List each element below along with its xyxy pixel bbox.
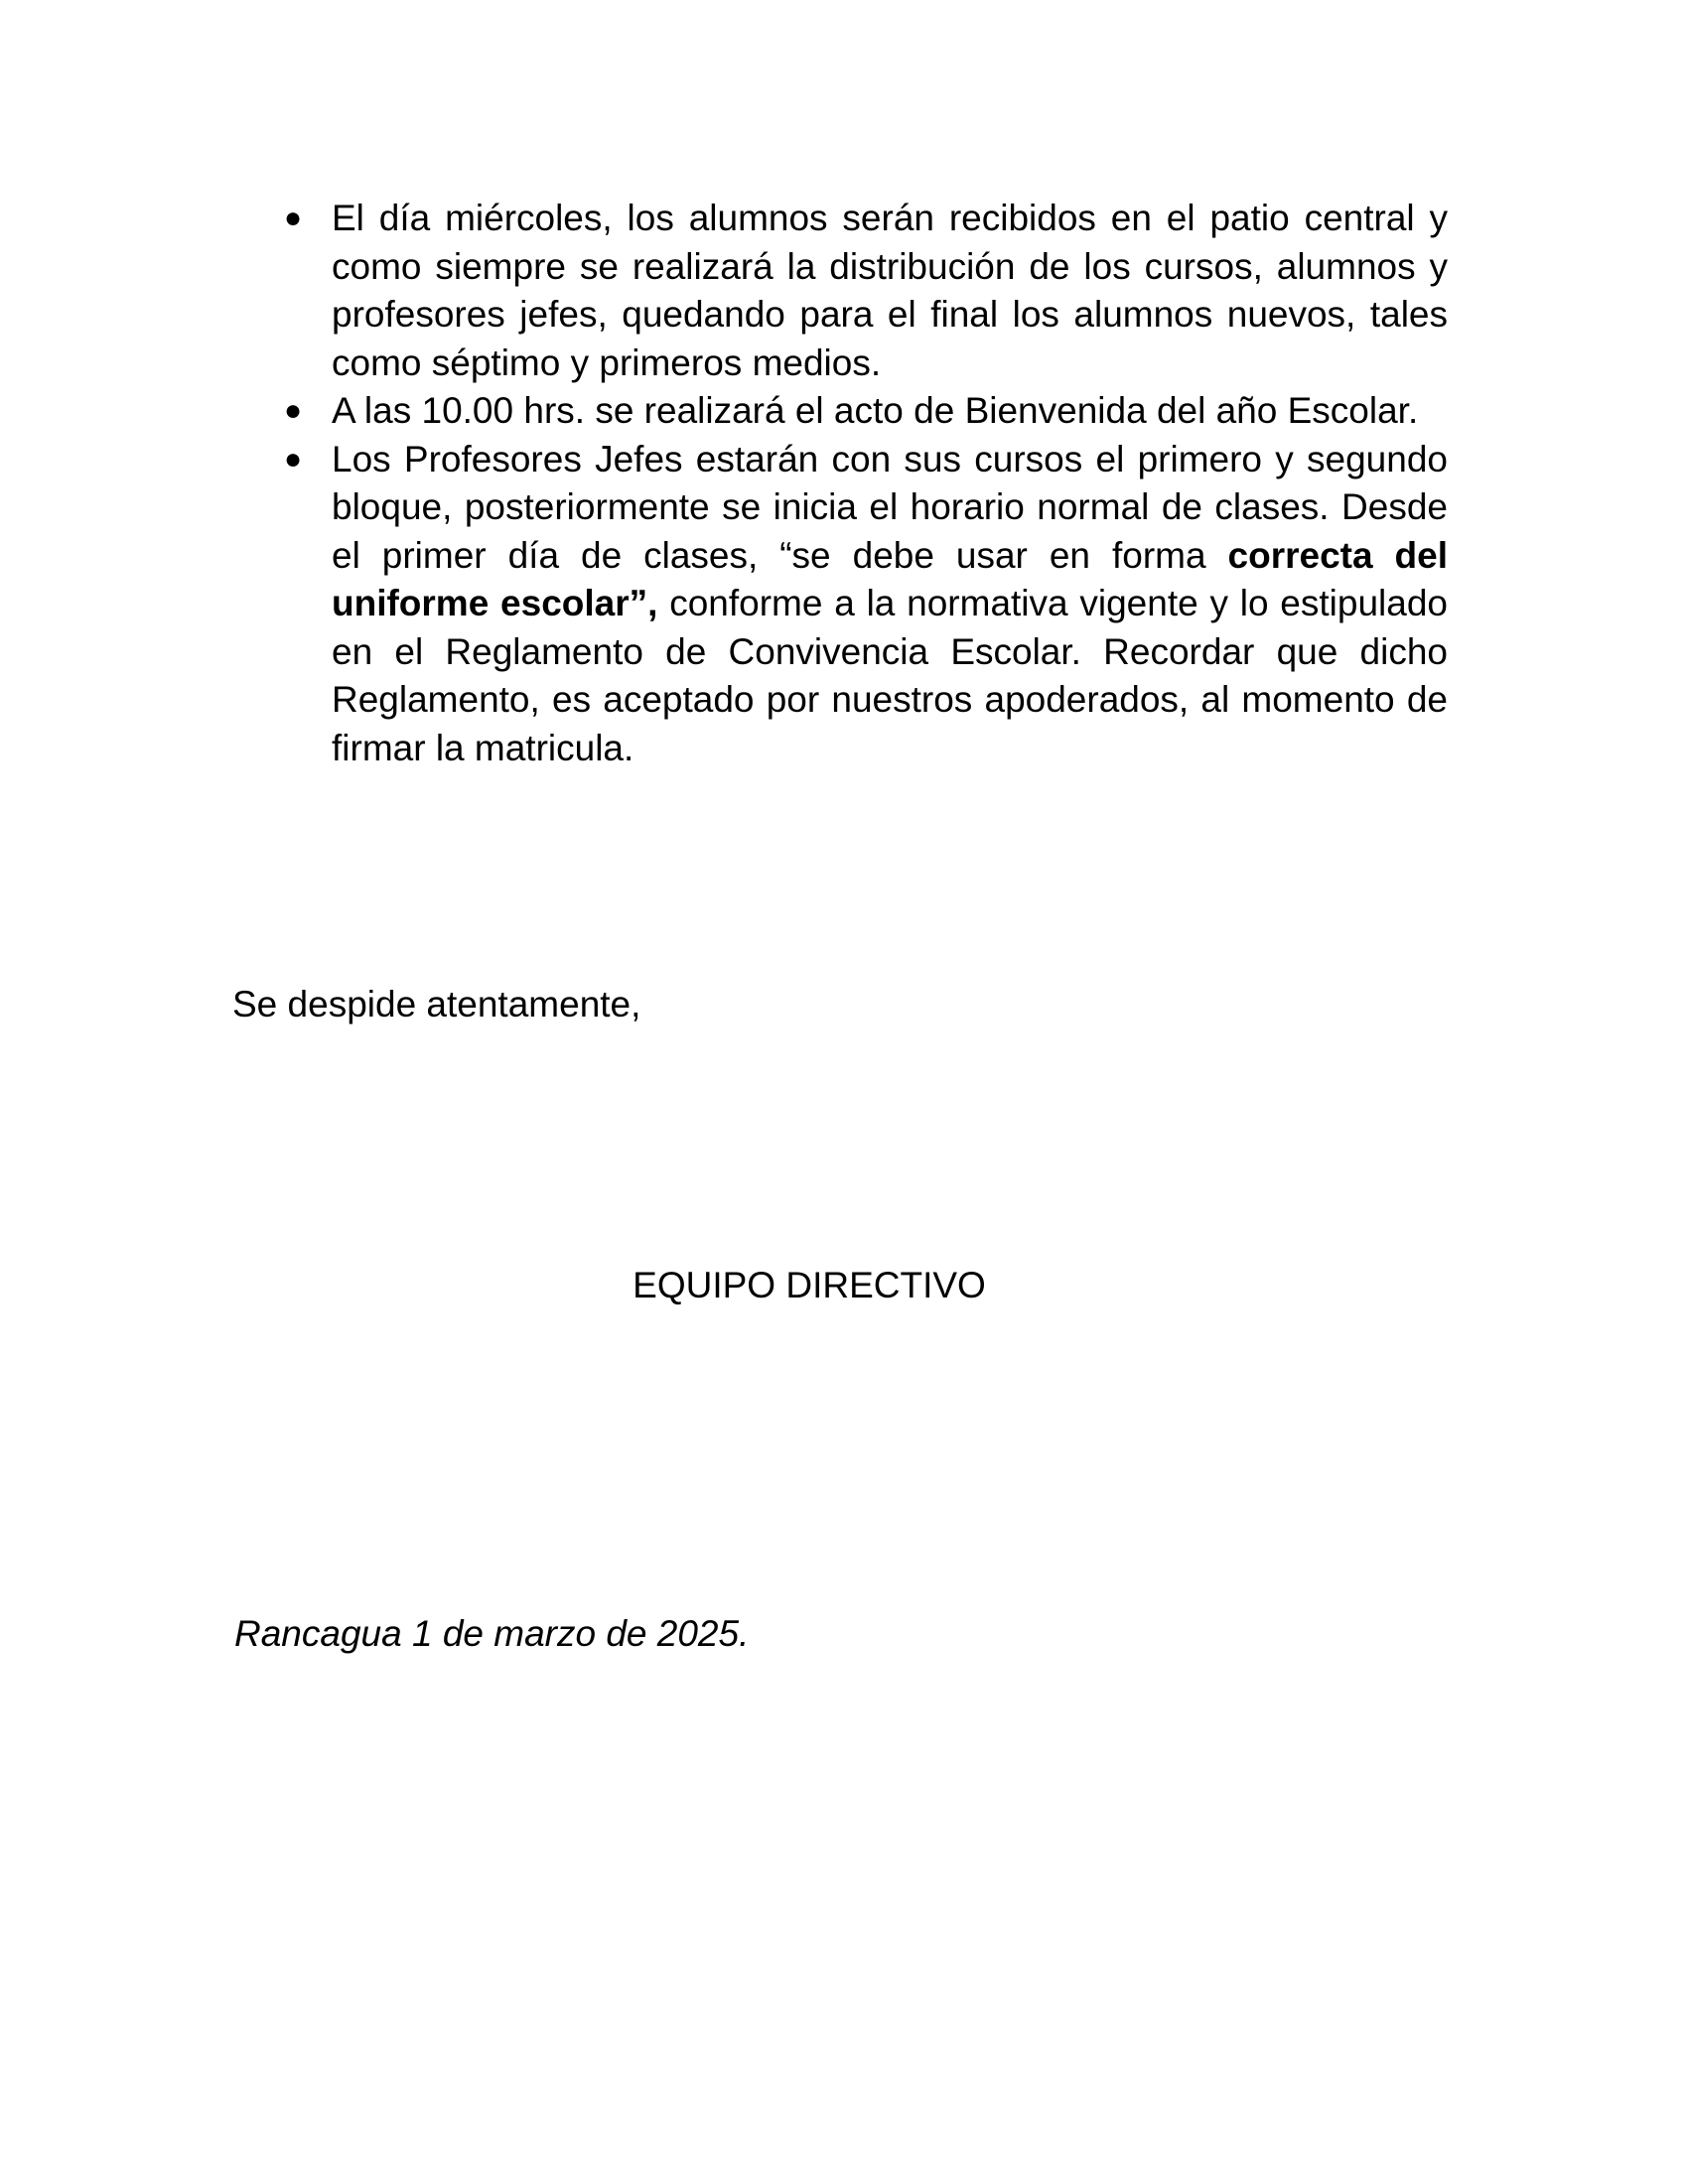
bullet-item-welcome-act bbox=[284, 387, 1448, 436]
bullet-text-before: Los Profesores Jefes estarán con sus cursos el primero y segundo bloque, posteriormente se inicia el horario normal de clases. Desde el primer día de clases, “se debe usar en forma bbox=[332, 438, 1448, 576]
bullet-text-bold: correcta del uniforme escolar”, bbox=[332, 534, 1448, 623]
bullet-dot-icon: ● bbox=[284, 394, 303, 427]
bullet-text: A las 10.00 hrs. se realizará el acto de Bienvenida del año Escolar. bbox=[332, 390, 1419, 431]
bullet-dot-icon: ● bbox=[284, 202, 303, 234]
bullet-item-reception bbox=[284, 195, 1448, 387]
closing-salutation: Se despide atentamente, bbox=[232, 984, 641, 1024]
bullet-item-uniform bbox=[284, 436, 1448, 773]
bullet-dot-icon: ● bbox=[284, 442, 303, 476]
place-date: Rancagua 1 de marzo de 2025. bbox=[234, 1613, 750, 1654]
bullet-list bbox=[284, 195, 1448, 772]
signature-block: EQUIPO DIRECTIVO bbox=[633, 1265, 986, 1305]
bullet-text-after: conforme a la normativa vigente y lo estipulado en el Reglamento de Convivencia Escolar. Recordar que dicho Reglamento, es aceptado por nuestros apoderados, al momento de firmar la matricula. bbox=[332, 583, 1448, 768]
bullet-text: El día miércoles, los alumnos serán recibidos en el patio central y como siempre se realizará la distribución de los cursos, alumnos y profesores jefes, quedando para el final los alumnos nuevos, tales como séptimo y primeros medios. bbox=[332, 198, 1448, 383]
